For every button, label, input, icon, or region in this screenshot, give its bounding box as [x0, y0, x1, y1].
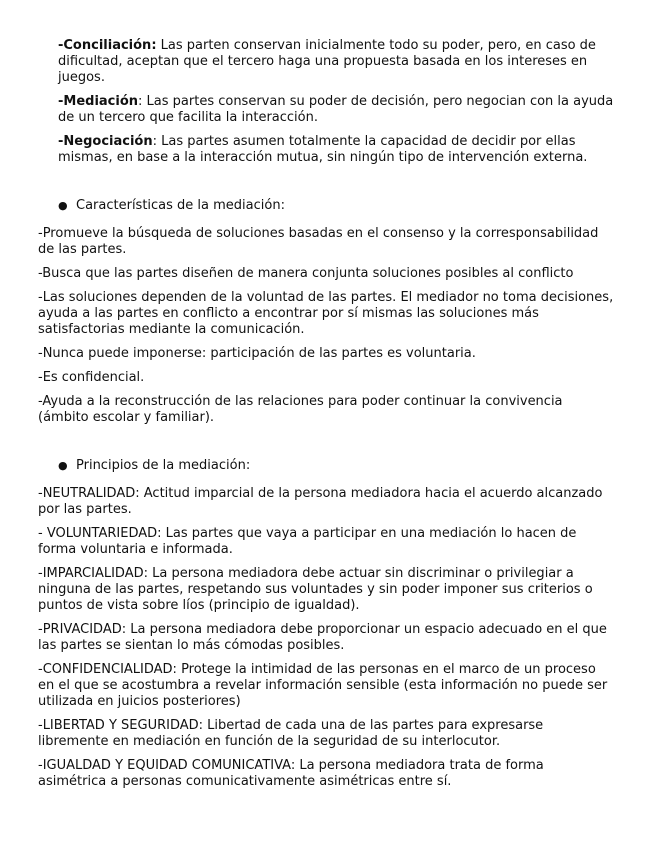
- mode-text: Las parten conservan inicialmente todo su poder, pero, en caso de dificultad, aceptan que el tercero haga una propuesta basada en los intereses en juegos.: [58, 38, 596, 85]
- characteristics-section: [38, 198, 615, 426]
- mode-paragraph: [58, 134, 615, 166]
- principle-item: -IGUALDAD Y EQUIDAD COMUNICATIVA: La persona mediadora trata de forma asimétrica a personas comunicativamente asimétricas entre sí.: [38, 758, 544, 789]
- bullet-icon: ●: [58, 459, 68, 472]
- characteristic-item: -Ayuda a la reconstrucción de las relaciones para poder continuar la convivencia (ámbito escolar y familiar).: [38, 394, 563, 425]
- bullet-icon: ●: [58, 199, 68, 212]
- principles-section: [38, 458, 615, 790]
- characteristic-item: -Es confidencial.: [38, 370, 145, 385]
- characteristic-item: -Las soluciones dependen de la voluntad de las partes. El mediador no toma decisiones, ayuda a las partes en conflicto a encontrar por sí mismas las soluciones más satisfactorias mediante la comunicación.: [38, 290, 614, 337]
- characteristic-item: -Busca que las partes diseñen de manera conjunta soluciones posibles al conflicto: [38, 266, 574, 281]
- mode-paragraph: [58, 94, 615, 126]
- principle-item: -IMPARCIALIDAD: La persona mediadora debe actuar sin discriminar o privilegiar a ninguna de las partes, respetando sus voluntades y sin poder imponer sus criterios o puntos de vista sobre líos (principio de igualdad).: [38, 566, 593, 613]
- characteristic-item: -Promueve la búsqueda de soluciones basadas en el consenso y la corresponsabilidad de las partes.: [38, 226, 599, 257]
- section-heading: Principios de la mediación:: [76, 458, 251, 473]
- section-heading: Características de la mediación:: [76, 198, 285, 213]
- principle-item: -NEUTRALIDAD: Actitud imparcial de la persona mediadora hacia el acuerdo alcanzado por las partes.: [38, 486, 603, 517]
- mode-term: -Mediación: [58, 94, 139, 109]
- modes-section: [38, 38, 615, 166]
- principle-item: -PRIVACIDAD: La persona mediadora debe proporcionar un espacio adecuado en el que las partes se sientan lo más cómodas posibles.: [38, 622, 607, 653]
- mode-term: -Negociación: [58, 134, 153, 149]
- mode-paragraph: [58, 38, 615, 86]
- characteristics-heading: [58, 198, 615, 214]
- mode-term: -Conciliación:: [58, 38, 157, 53]
- principle-item: -LIBERTAD Y SEGURIDAD: Libertad de cada una de las partes para expresarse libremente en mediación en función de la seguridad de su interlocutor.: [38, 718, 544, 749]
- principle-item: -CONFIDENCIALIDAD: Protege la intimidad de las personas en el marco de un proceso en el que se acostumbra a revelar información sensible (esta información no puede ser utilizada en juicios posteriores): [38, 662, 608, 709]
- mode-text: : Las partes asumen totalmente la capacidad de decidir por ellas mismas, en base a la interacción mutua, sin ningún tipo de intervención externa.: [58, 134, 588, 165]
- principle-item: - VOLUNTARIEDAD: Las partes que vaya a participar en una mediación lo hacen de forma voluntaria e informada.: [38, 526, 577, 557]
- mode-text: : Las partes conservan su poder de decisión, pero negocian con la ayuda de un tercero que facilita la interacción.: [58, 94, 614, 125]
- principles-heading: [58, 458, 615, 474]
- characteristic-item: -Nunca puede imponerse: participación de las partes es voluntaria.: [38, 346, 476, 361]
